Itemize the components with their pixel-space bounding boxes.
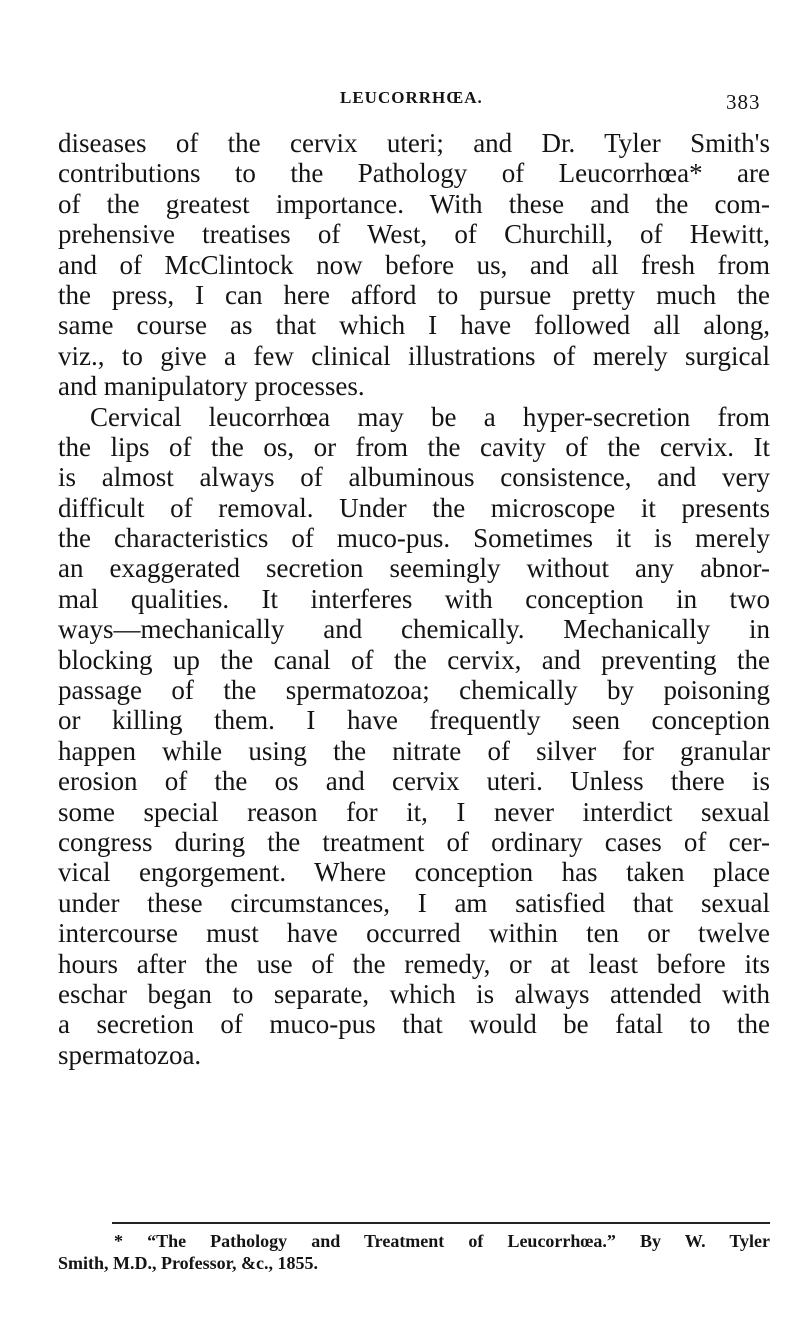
text-line: ways—mechanically and chemically. Mechanically in [58, 614, 770, 645]
paragraph-end-line: and manipulatory processes. [58, 371, 365, 402]
text-line: the press, I can here afford to pursue pretty much the [58, 279, 770, 310]
footnote-line: Smith, M.D., Professor, &c., 1855. [58, 1253, 318, 1273]
text-line: the characteristics of muco-pus. Sometimes it is merely [58, 523, 770, 554]
text-line: some special reason for it, I never interdict sexual [58, 796, 770, 827]
text-line: viz., to give a few clinical illustrations of merely surgical [58, 340, 770, 371]
text-line: a secretion of muco-pus that would be fatal to the [58, 1009, 770, 1040]
text-line: eschar began to separate, which is always attended with [58, 978, 770, 1009]
text-line: erosion of the os and cervix uteri. Unless there is [58, 766, 770, 797]
text-line: same course as that which I have followed all along, [58, 310, 770, 341]
text-line: intercourse must have occurred within ten or twelve [58, 918, 770, 949]
text-line: prehensive treatises of West, of Churchill, of Hewitt, [58, 219, 770, 250]
paragraph-end-line: spermatozoa. [58, 1039, 202, 1070]
text-line: and of McClintock now before us, and all fresh from [58, 249, 770, 280]
text-line: under these circumstances, I am satisfied that sexual [58, 887, 770, 918]
paragraph-start-line: Cervical leucorrhœa may be a hyper-secretion from [90, 401, 770, 432]
text-line: blocking up the canal of the cervix, and preventing the [58, 644, 770, 675]
text-line: or killing them. I have frequently seen conception [58, 705, 770, 736]
text-line: an exaggerated secretion seemingly without any abnor- [58, 553, 770, 584]
body-text [58, 128, 770, 1070]
text-line: is almost always of albuminous consistence, and very [58, 462, 770, 493]
text-line: diseases of the cervix uteri; and Dr. Tyler Smith's [58, 128, 770, 158]
text-line: difficult of removal. Under the microscope it presents [58, 492, 770, 523]
footnote-divider [112, 1222, 770, 1224]
text-line: mal qualities. It interferes with conception in two [58, 583, 770, 614]
footnote [58, 1230, 770, 1274]
text-line: passage of the spermatozoa; chemically by poisoning [58, 675, 770, 706]
text-line: hours after the use of the remedy, or at least before its [58, 948, 770, 979]
page-number: 383 [726, 90, 761, 114]
text-line: congress during the treatment of ordinary cases of cer- [58, 826, 770, 857]
text-line: vical engorgement. Where conception has taken place [58, 857, 770, 888]
text-line: the lips of the os, or from the cavity of the cervix. It [58, 431, 770, 462]
footnote-line: * “The Pathology and Treatment of Leucorrhœa.” By W. Tyler [114, 1231, 770, 1251]
running-title: LEUCORRHŒA. [340, 88, 483, 107]
text-line: of the greatest importance. With these and the com- [58, 188, 770, 219]
text-line: contributions to the Pathology of Leucorrhœa* are [58, 158, 770, 189]
text-line: happen while using the nitrate of silver for granular [58, 735, 770, 766]
running-head [0, 88, 800, 118]
